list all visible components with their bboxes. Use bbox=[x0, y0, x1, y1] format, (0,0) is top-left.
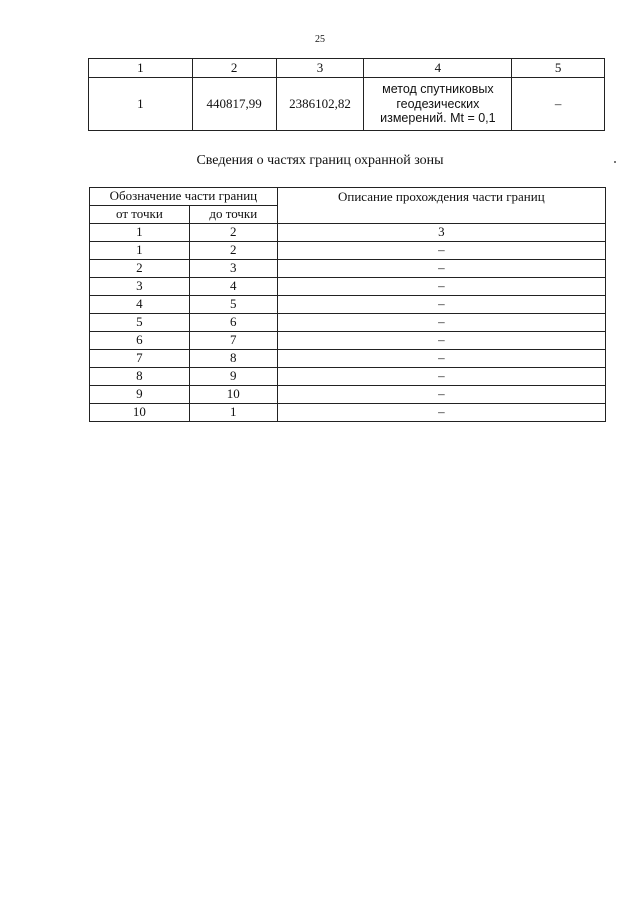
point-number-cell: 1 bbox=[89, 78, 193, 131]
part-description-cell: – bbox=[277, 242, 605, 260]
table-row bbox=[90, 278, 606, 296]
numbering-cell: 3 bbox=[277, 224, 605, 242]
part-description-cell: – bbox=[277, 260, 605, 278]
table-row bbox=[90, 332, 606, 350]
page-number: 25 bbox=[315, 34, 325, 45]
to-point-cell: 5 bbox=[189, 296, 277, 314]
coords-header-row bbox=[89, 59, 605, 78]
parts-header-row bbox=[90, 188, 606, 206]
coords-header-cell: 4 bbox=[364, 59, 512, 78]
coords-data-row bbox=[89, 78, 605, 131]
coordinate-y-cell: 2386102,82 bbox=[276, 78, 364, 131]
from-point-cell: 9 bbox=[90, 386, 190, 404]
to-point-cell: 4 bbox=[189, 278, 277, 296]
part-description-cell: – bbox=[277, 296, 605, 314]
table-row bbox=[90, 368, 606, 386]
from-point-cell: 10 bbox=[90, 404, 190, 422]
designation-header: Обозначение части границ bbox=[90, 188, 278, 206]
to-point-cell: 1 bbox=[189, 404, 277, 422]
to-point-cell: 6 bbox=[189, 314, 277, 332]
scan-speck bbox=[614, 161, 616, 163]
table-row bbox=[90, 314, 606, 332]
table-row bbox=[90, 296, 606, 314]
table-row bbox=[90, 242, 606, 260]
table-row bbox=[90, 386, 606, 404]
from-point-cell: 1 bbox=[90, 242, 190, 260]
from-point-cell: 6 bbox=[90, 332, 190, 350]
parts-numbering-row bbox=[90, 224, 606, 242]
coords-header-cell: 3 bbox=[276, 59, 364, 78]
from-point-header: от точки bbox=[90, 206, 190, 224]
to-point-header: до точки bbox=[189, 206, 277, 224]
part-description-cell: – bbox=[277, 332, 605, 350]
coordinate-x-cell: 440817,99 bbox=[192, 78, 276, 131]
method-cell: метод спутниковых геодезических измерений. Mt = 0,1 bbox=[364, 78, 512, 131]
table-row bbox=[90, 350, 606, 368]
coordinates-table bbox=[88, 58, 605, 131]
to-point-cell: 9 bbox=[189, 368, 277, 386]
section-title: Сведения о частях границ охранной зоны bbox=[196, 153, 444, 168]
part-description-cell: – bbox=[277, 386, 605, 404]
part-description-cell: – bbox=[277, 350, 605, 368]
to-point-cell: 10 bbox=[189, 386, 277, 404]
from-point-cell: 7 bbox=[90, 350, 190, 368]
coords-header-cell: 5 bbox=[512, 59, 605, 78]
to-point-cell: 2 bbox=[189, 242, 277, 260]
part-description-cell: – bbox=[277, 314, 605, 332]
description-header: Описание прохождения части границ bbox=[277, 188, 605, 224]
table-row bbox=[90, 260, 606, 278]
to-point-cell: 7 bbox=[189, 332, 277, 350]
from-point-cell: 4 bbox=[90, 296, 190, 314]
from-point-cell: 8 bbox=[90, 368, 190, 386]
description-cell: – bbox=[512, 78, 605, 131]
to-point-cell: 3 bbox=[189, 260, 277, 278]
from-point-cell: 5 bbox=[90, 314, 190, 332]
coords-header-cell: 1 bbox=[89, 59, 193, 78]
part-description-cell: – bbox=[277, 368, 605, 386]
numbering-cell: 1 bbox=[90, 224, 190, 242]
table-row bbox=[90, 404, 606, 422]
from-point-cell: 2 bbox=[90, 260, 190, 278]
to-point-cell: 8 bbox=[189, 350, 277, 368]
part-description-cell: – bbox=[277, 404, 605, 422]
boundary-parts-table bbox=[89, 187, 606, 422]
coords-header-cell: 2 bbox=[192, 59, 276, 78]
numbering-cell: 2 bbox=[189, 224, 277, 242]
part-description-cell: – bbox=[277, 278, 605, 296]
from-point-cell: 3 bbox=[90, 278, 190, 296]
